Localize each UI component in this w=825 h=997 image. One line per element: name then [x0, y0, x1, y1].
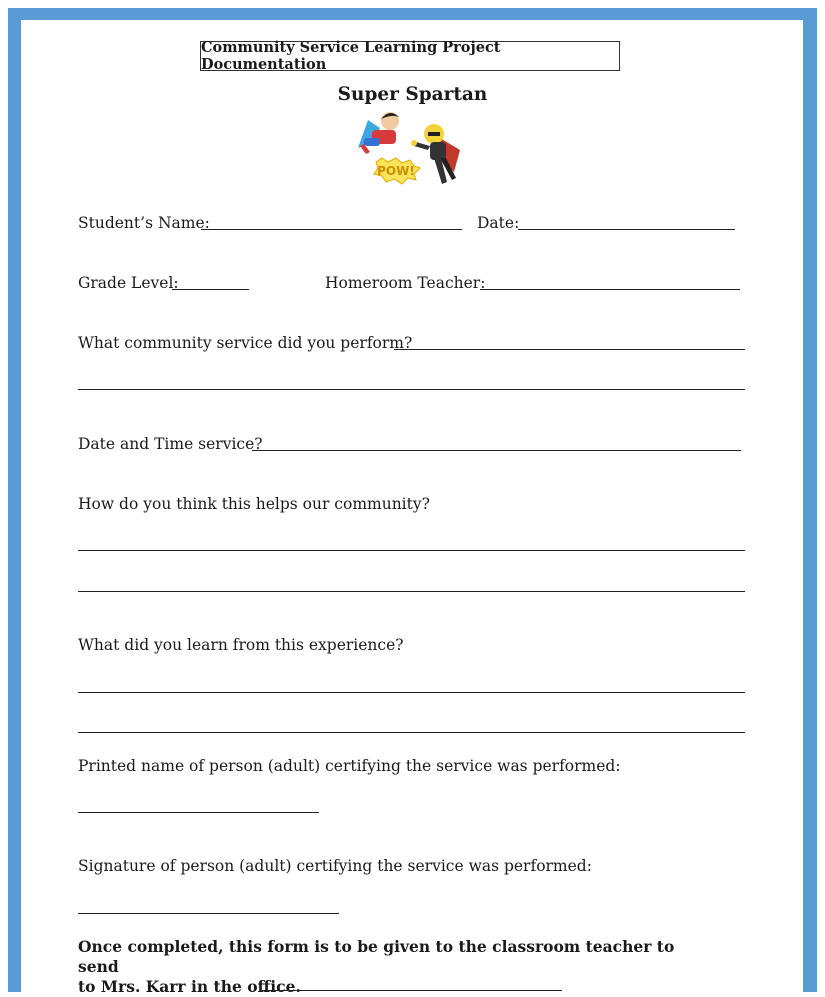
grade-level-label: Grade Level: — [78, 274, 179, 292]
learn-line-2[interactable] — [78, 732, 745, 733]
student-name-label: Student’s Name: — [78, 214, 210, 232]
printed-name-label: Printed name of person (adult) certifying the service was performed: — [78, 757, 621, 775]
homeroom-teacher-label: Homeroom Teacher: — [325, 274, 486, 292]
homeroom-teacher-line[interactable] — [480, 289, 740, 290]
community-help-line-2[interactable] — [78, 591, 745, 592]
learn-line-1[interactable] — [78, 692, 745, 693]
community-help-line-1[interactable] — [78, 550, 745, 551]
learn-question: What did you learn from this experience? — [78, 636, 404, 654]
service-answer-line-1[interactable] — [394, 349, 745, 350]
submission-note — [78, 937, 678, 997]
signature-line[interactable] — [78, 913, 339, 914]
printed-name-line[interactable] — [78, 812, 319, 813]
date-label: Date: — [477, 214, 520, 232]
date-time-line[interactable] — [252, 450, 741, 451]
date-line[interactable] — [518, 229, 735, 230]
submission-note-line-1: Once completed, this form is to be given to the classroom teacher to send — [78, 937, 675, 976]
page-border-left — [8, 8, 21, 992]
signature-label: Signature of person (adult) certifying the service was performed: — [78, 857, 592, 875]
student-name-line[interactable] — [201, 229, 462, 230]
grade-level-line[interactable] — [172, 289, 249, 290]
community-help-question: How do you think this helps our community? — [78, 495, 430, 513]
form-subtitle: Super Spartan — [337, 84, 488, 105]
form-title: Community Service Learning Project Documentation — [200, 41, 620, 71]
svg-text:POW!: POW! — [377, 164, 415, 178]
service-question: What community service did you perform? — [78, 334, 413, 352]
service-answer-line-2[interactable] — [78, 389, 745, 390]
page-border-right — [803, 8, 817, 992]
page-border-top — [8, 8, 817, 20]
superhero-illustration — [354, 108, 472, 192]
bottom-line — [262, 990, 562, 991]
date-time-question: Date and Time service? — [78, 435, 263, 453]
submission-note-line-2: to Mrs. Karr in the office. — [78, 977, 301, 996]
